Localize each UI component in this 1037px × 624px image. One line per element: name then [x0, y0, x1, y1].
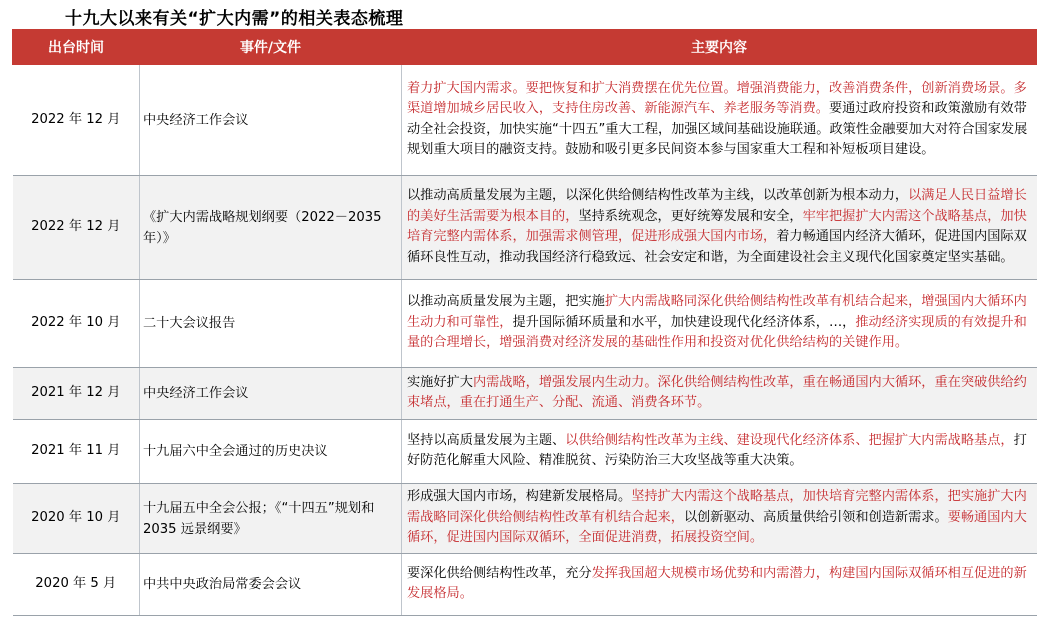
body-text: 坚持系统观念，更好统筹发展和安全，	[578, 208, 803, 224]
cell-date: 2021 年 12 月	[13, 368, 140, 420]
header-content: 主要内容	[402, 30, 1037, 65]
highlighted-text: 牢牢把握扩大内需这个战略基点，加快培育完整内需体系，加强需求侧管理，促进形成强大国内市场，	[407, 208, 1027, 244]
cell-date: 2020 年 5 月	[13, 554, 140, 616]
table-row	[13, 368, 1037, 420]
highlighted-text: 发挥我国超大规模市场优势和内需潜力，构建国内国际双循环相互促进的新发展格局。	[407, 565, 1027, 601]
header-event: 事件/文件	[140, 30, 402, 65]
cell-content	[402, 368, 1037, 420]
body-text: 提升国际循环质量和水平，加快建设现代化经济体系，…，	[512, 314, 856, 330]
table-row	[13, 65, 1037, 176]
cell-event: 十九届五中全会公报；《“十四五”规划和 2035 远景纲要》	[140, 484, 402, 554]
cell-content	[402, 484, 1037, 554]
cell-date: 2020 年 10 月	[13, 484, 140, 554]
body-text: 坚持以高质量发展为主题、	[407, 432, 566, 448]
body-text: 打好防范化解重大风险、精准脱贫、污染防治三大攻坚战等重大决策。	[407, 432, 1027, 468]
cell-event: 十九届六中全会通过的历史决议	[140, 420, 402, 484]
body-text: 要通过政府投资和政策激励有效带动全社会投资，加快实施“十四五”重大工程，加强区域间基础设施联通。政策性金融要加大对符合国家发展规划重大项目的融资支持。鼓励和吸引更多民间资本参与国家重大工程和补短板项目建设。	[407, 101, 1028, 157]
cell-content	[402, 65, 1037, 176]
cell-event: 《扩大内需战略规划纲要（2022－2035 年）》	[140, 176, 402, 280]
cell-date: 2022 年 12 月	[13, 176, 140, 280]
table-title: 十九大以来有关“扩大内需”的相关表态梳理	[65, 9, 404, 29]
cell-date: 2022 年 12 月	[13, 65, 140, 176]
highlighted-text: 推动经济实现质的有效提升和量的合理增长，增强消费对经济发展的基础性作用和投资对优化供给结构的关键作用。	[407, 314, 1027, 351]
table-row	[13, 484, 1037, 554]
body-text: 以创新驱动、高质量供给引领和创造新需求。	[683, 509, 948, 525]
cell-date: 2021 年 11 月	[13, 420, 140, 484]
cell-event: 中共中央政治局常委会会议	[140, 554, 402, 616]
cell-content	[402, 554, 1037, 616]
body-text: 实施好扩大	[407, 374, 473, 390]
cell-content	[402, 420, 1037, 484]
cell-date: 2022 年 10 月	[13, 280, 140, 368]
table-row	[13, 176, 1037, 280]
table-row	[13, 420, 1037, 484]
highlighted-text: 内需战略，增强发展内生动力。深化供给侧结构性改革，重在畅通国内大循环，重在突破供给约束堵点，重在打通生产、分配、流通、消费各环节。	[407, 374, 1027, 410]
header-date: 出台时间	[13, 30, 140, 65]
highlighted-text: 以供给侧结构性改革为主线、建设现代化经济体系、把握扩大内需战略基点，	[565, 432, 1014, 448]
table-body	[13, 65, 1037, 616]
cell-content	[402, 280, 1037, 368]
body-text: 形成强大国内市场，构建新发展格局。	[407, 489, 632, 505]
highlighted-text: 扩大内需战略同深化供给侧结构性改革有机结合起来，增强国内大循环内生动力和可靠性，	[407, 294, 1027, 330]
highlighted-text: 着力扩大国内需求。要把恢复和扩大消费摆在优先位置。增强消费能力，改善消费条件，创新消费场景。多渠道增加城乡居民收入，支持住房改善、新能源汽车、养老服务等消费。	[407, 80, 1027, 116]
cell-content	[402, 176, 1037, 280]
body-text: 以推动高质量发展为主题，以深化供给侧结构性改革为主线，以改革创新为根本动力，	[407, 188, 909, 203]
body-text: 以推动高质量发展为主题，把实施	[407, 294, 605, 310]
body-text: 着力畅通国内经济大循环，促进国内国际双循环良性互动，推动我国经济行稳致远、社会安定和谐，为全面建设社会主义现代化国家奠定坚实基础。	[407, 229, 1027, 265]
table-row	[13, 554, 1037, 616]
cell-event: 二十大会议报告	[140, 280, 402, 368]
table-row	[13, 280, 1037, 368]
highlighted-text: 坚持扩大内需这个战略基点，加快培育完整内需体系，把实施扩大内需战略同深化供给侧结构性改革有机结合起来，	[407, 489, 1027, 525]
cell-event: 中央经济工作会议	[140, 368, 402, 420]
policy-table	[12, 29, 1037, 616]
cell-event: 中央经济工作会议	[140, 65, 402, 176]
highlighted-text: 要畅通国内大循环，促进国内国际双循环，全面促进消费，拓展投资空间。	[407, 509, 1027, 546]
highlighted-text: 以满足人民日益增长的美好生活需要为根本目的，	[407, 188, 1027, 224]
header-row	[13, 30, 1037, 65]
body-text: 要深化供给侧结构性改革，充分	[407, 565, 592, 581]
